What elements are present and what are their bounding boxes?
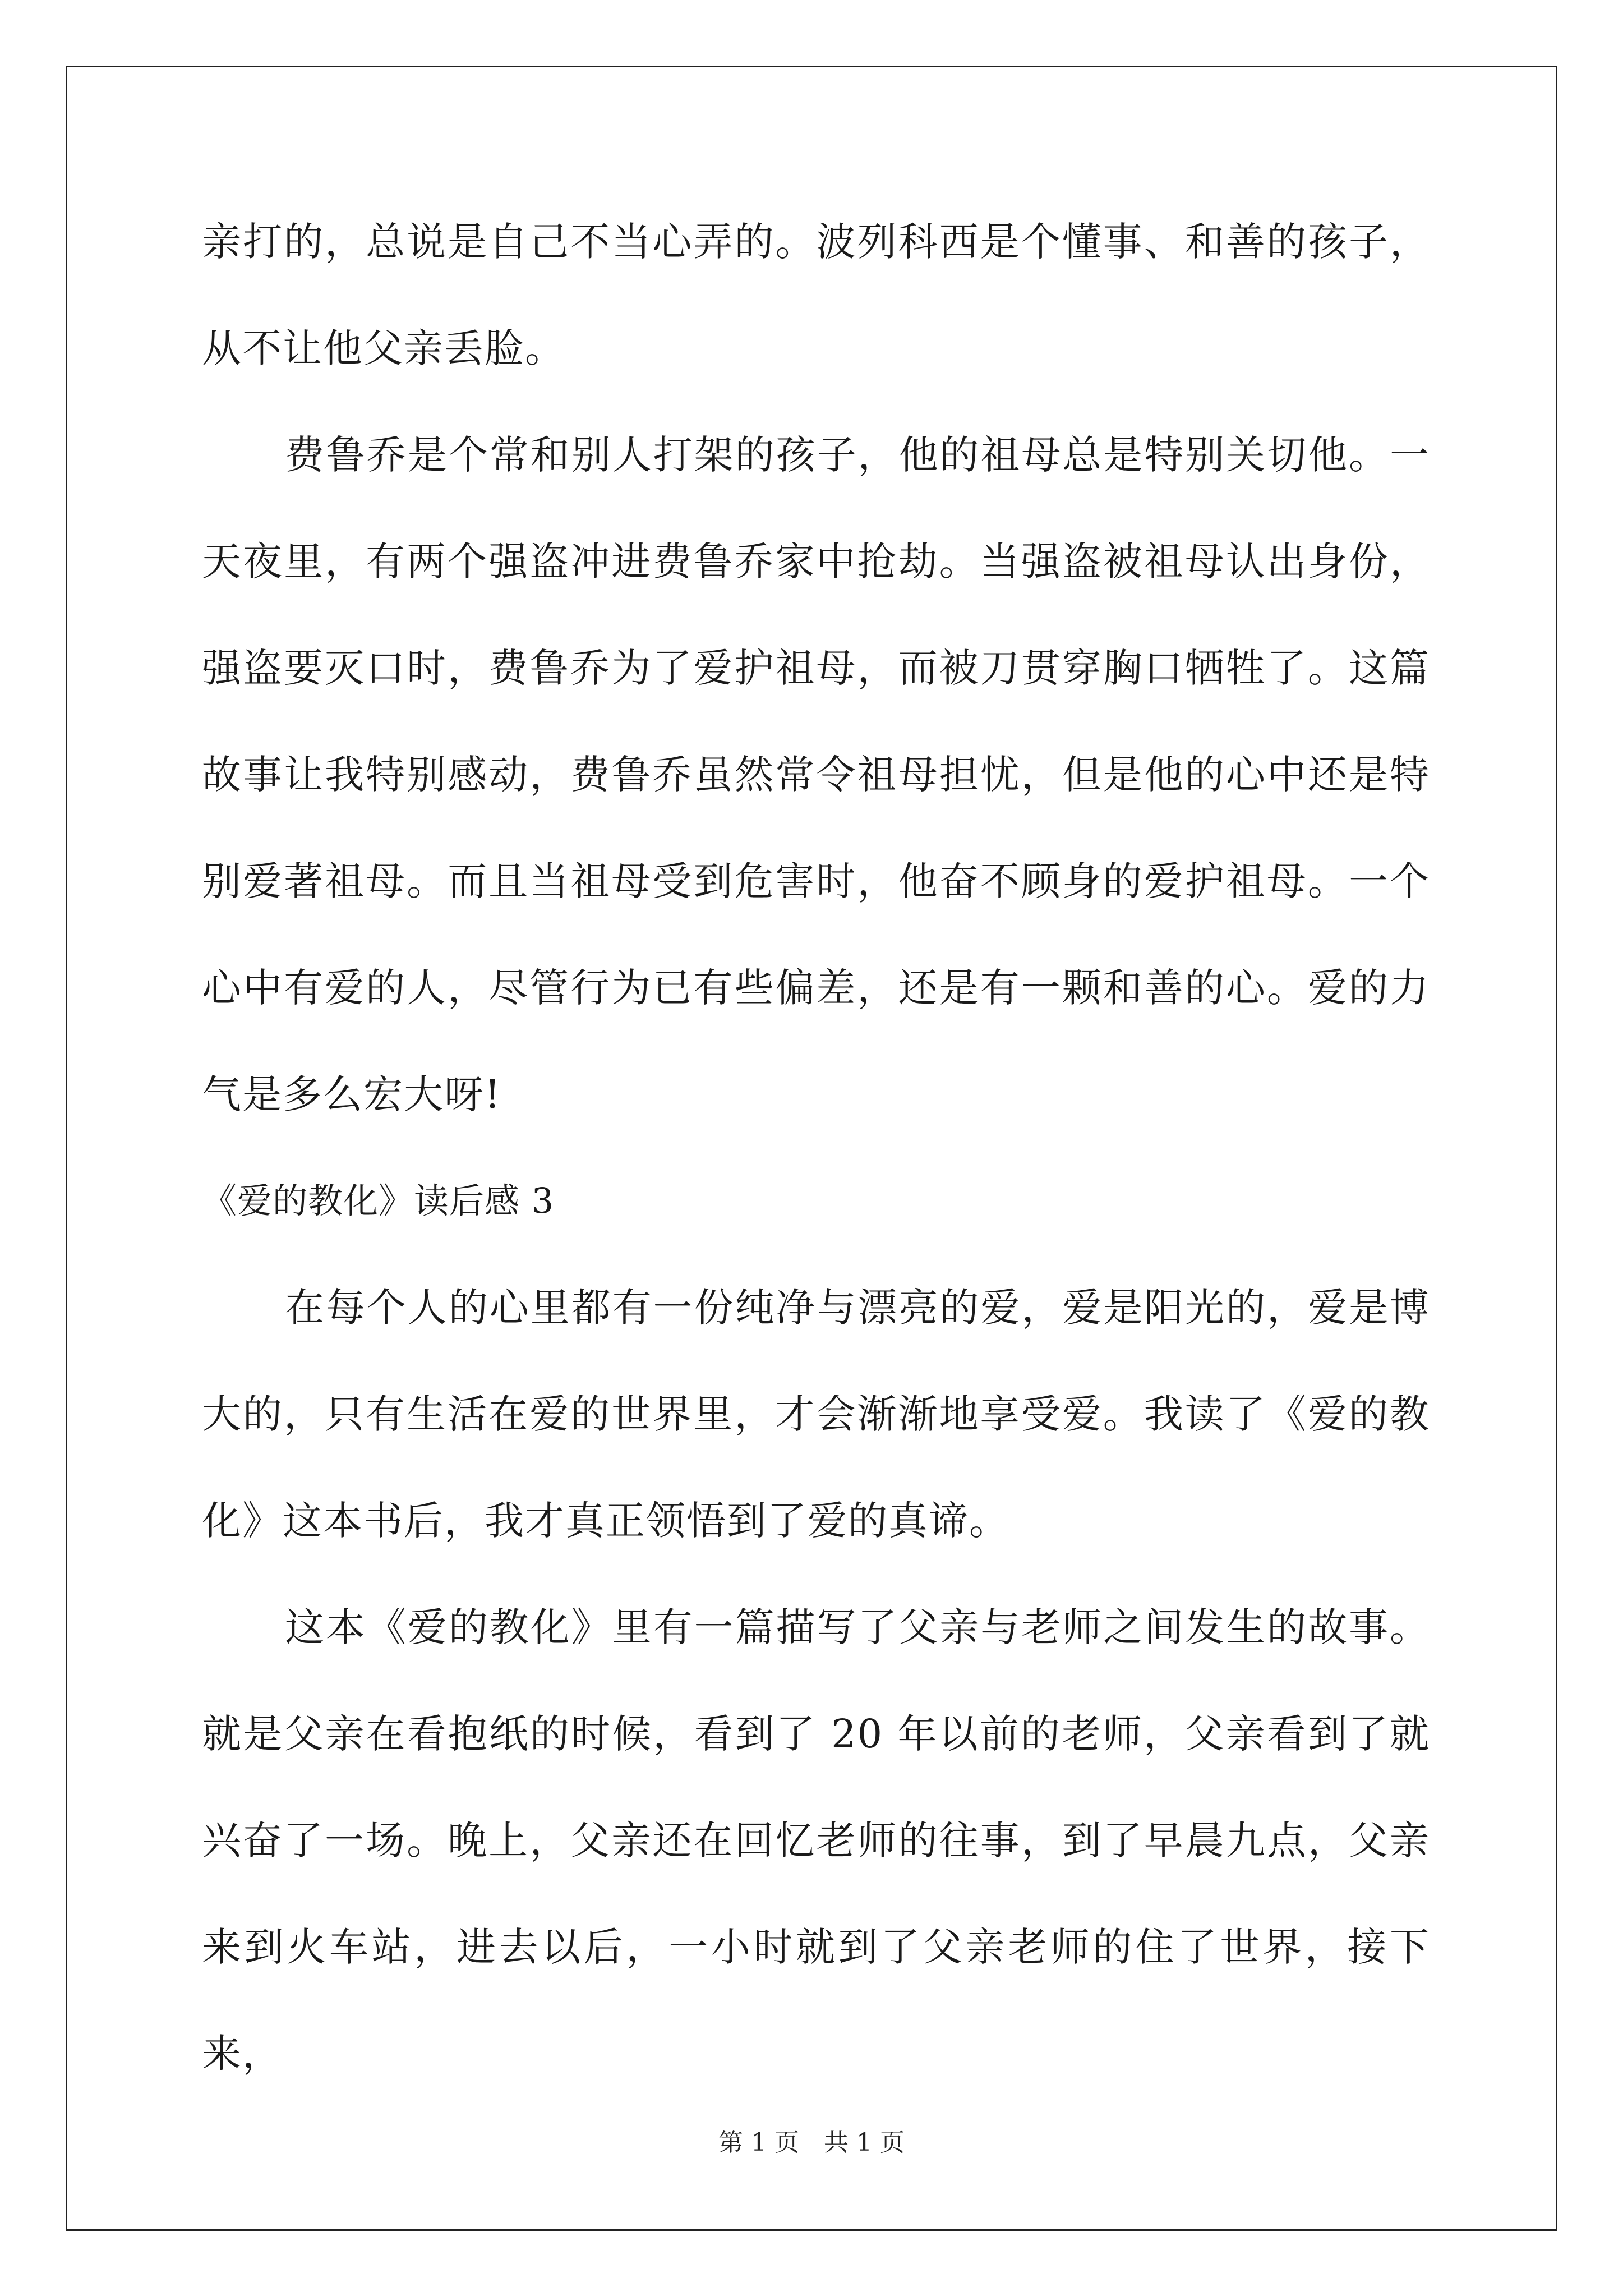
paragraph-3: 在每个人的心里都有一份纯净与漂亮的爱，爱是阳光的，爱是博大的，只有生活在爱的世界里，才会渐渐地享受爱。我读了《爱的教化》这本书后，我才真正领悟到了爱的真谛。 (202, 1285, 1430, 1544)
paragraph-1: 亲打的，总说是自己不当心弄的。波列科西是个懂事、和善的孩子，从不让他父亲丢脸。 (202, 219, 1430, 371)
page-footer: 第 1 页 共 1 页 (718, 2128, 905, 2157)
document-body (202, 188, 1430, 2107)
paragraph-2: 费鲁乔是个常和别人打架的孩子，他的祖母总是特别关切他。一天夜里，有两个强盗冲进费鲁乔家中抢劫。当强盗被祖母认出身份，强盗要灭口时，费鲁乔为了爱护祖母，而被刀贯穿胸口牺牲了。这篇故事让我特别感动，费鲁乔虽然常令祖母担忧，但是他的心中还是特别爱著祖母。而且当祖母受到危害时，他奋不顾身的爱护祖母。一个心中有爱的人，尽管行为已有些偏差，还是有一颗和善的心。爱的力气是多么宏大呀! (202, 432, 1430, 1117)
section-heading: 《爱的教化》读后感 3 (202, 1180, 555, 1221)
paragraph-4: 这本《爱的教化》里有一篇描写了父亲与老师之间发生的故事。就是父亲在看抱纸的时候，看到了 20 年以前的老师，父亲看到了就兴奋了一场。晚上，父亲还在回忆老师的往事，到了早晨九点，父亲来到火车站，进去以后，一小时就到了父亲老师的住了世界，接下来， (202, 1604, 1430, 2077)
